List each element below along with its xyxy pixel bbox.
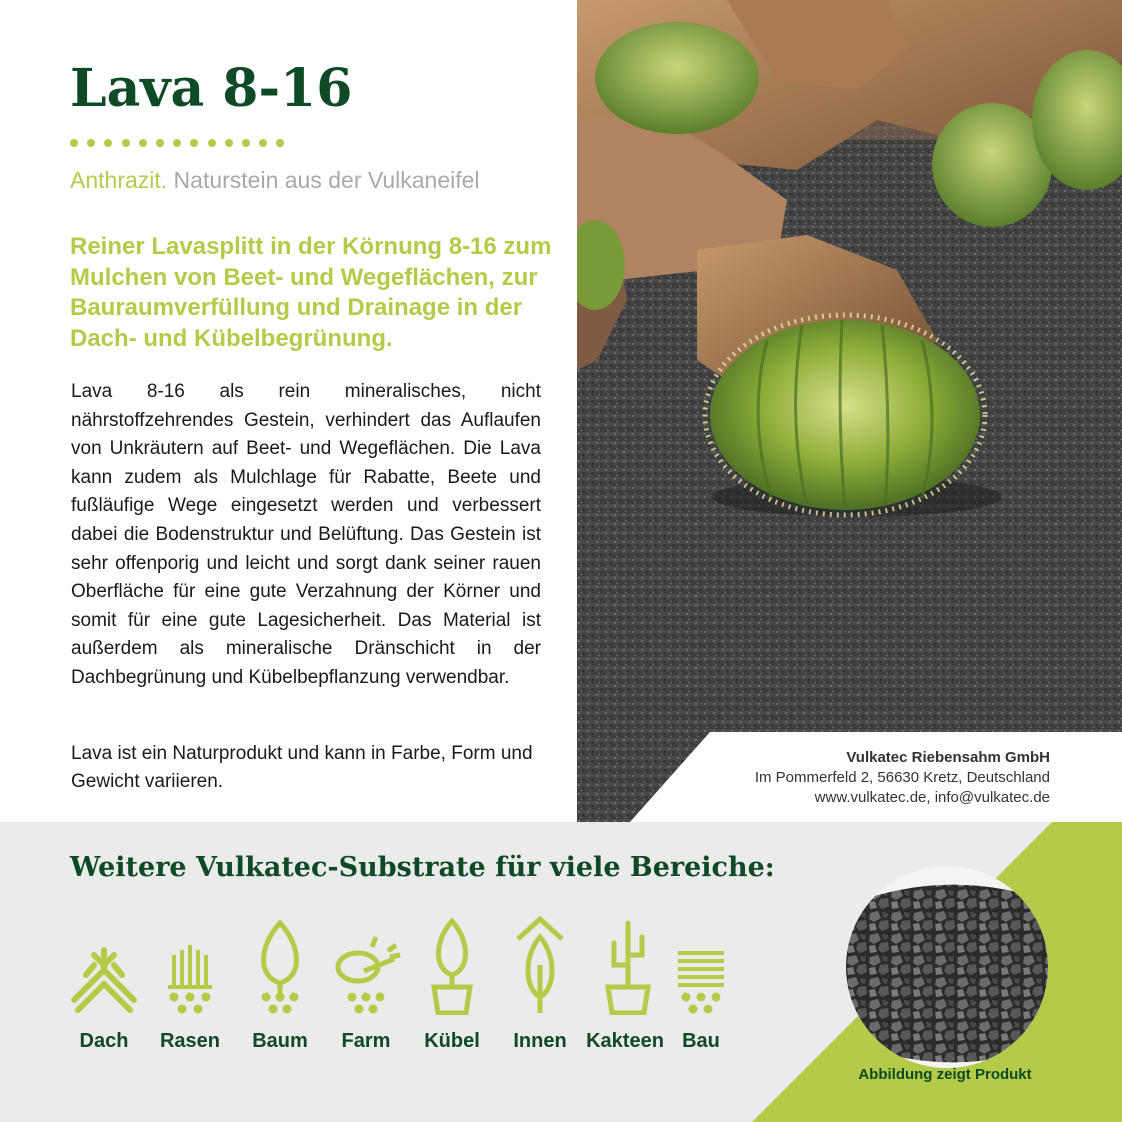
note-paragraph: Lava ist ein Naturprodukt und kann in Farbe, Form und Gewicht variieren. [71, 743, 533, 792]
company-contact[interactable]: www.vulkatec.de, info@vulkatec.de [814, 789, 1050, 806]
label-farm: Farm [341, 1030, 391, 1052]
product-subtitle [70, 167, 480, 194]
subtitle-accent: Anthrazit. [70, 167, 168, 193]
lead-paragraph: Reiner Lavasplitt in der Körnung 8-16 zum Mulchen von Beet- und Wegeflächen, zur Bauraumverfüllung und Drainage in der Dach- und Kübelbegrünung. [70, 233, 552, 352]
cactus-icon [588, 915, 668, 1015]
indoor-plant-icon [500, 915, 580, 1015]
substrates-title: Weitere Vulkatec-Substrate für viele Bereiche: [70, 852, 775, 883]
label-bau: Bau [682, 1030, 720, 1052]
body-paragraph: Lava 8-16 als rein mineralisches, nicht nährstoffzehrendes Gestein, verhindert das Auflaufen von Unkräutern auf Beet- und Wegeflächen. Die Lava kann zudem als Mulchlage für Rabatte, Beete und fußläufige Wege eingesetzt werden und verbessert dabei die Bodenstruktur und Belüftung. Das Gestein ist sehr offenporig und leicht und sorgt dank seiner rauen Oberfläche für eine gute Verzahnung der Körner und somit für eine gute Lagesicherheit. Das Material ist außerdem als mineralische Dränschicht in der Dachbegrünung und Kübelbepflanzung verwendbar. [71, 381, 541, 688]
construction-layers-icon [662, 915, 742, 1015]
text-column [0, 0, 577, 822]
dot-divider [70, 139, 284, 147]
grass-icon [150, 915, 230, 1015]
product-image [846, 866, 1048, 1068]
product-caption: Abbildung zeigt Produkt [858, 1066, 1032, 1083]
label-kakteen: Kakteen [586, 1030, 664, 1052]
cactus-photo [577, 0, 1122, 822]
company-street: Im Pommerfeld 2, 56630 Kretz, Deutschland [754, 769, 1050, 786]
subtitle-rest: Naturstein aus der Vulkaneifel [173, 167, 480, 193]
potted-plant-icon [412, 915, 492, 1015]
product-title: Lava 8-16 [70, 58, 353, 119]
label-rasen: Rasen [159, 1030, 221, 1052]
vegetables-icon [326, 915, 406, 1015]
tree-icon [240, 915, 320, 1015]
label-baum: Baum [252, 1030, 308, 1052]
roof-icon [64, 915, 144, 1015]
label-innen: Innen [513, 1030, 567, 1052]
label-dach: Dach [79, 1030, 129, 1052]
label-kuebel: Kübel [424, 1030, 480, 1052]
company-name: Vulkatec Riebensahm GmbH [846, 749, 1050, 766]
company-address [755, 748, 1050, 808]
